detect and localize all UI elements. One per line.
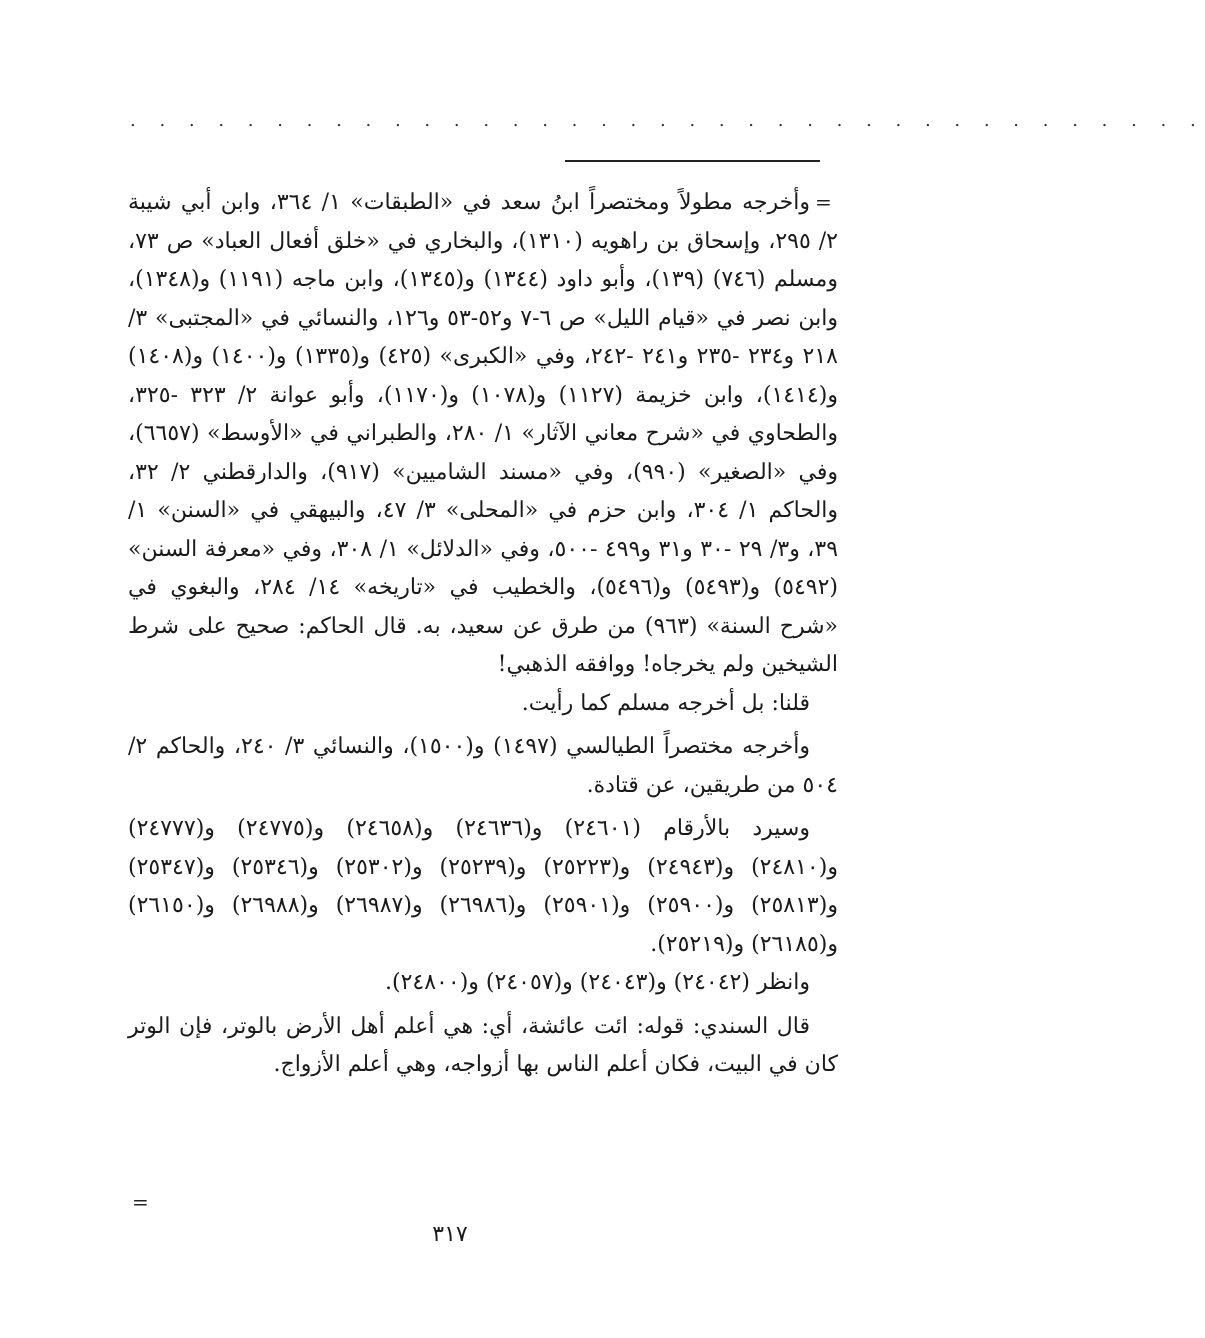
footnote-paragraph-qulna: قلنا: بل أخرجه مسلم كما رأيت.	[521, 690, 810, 716]
separator-dots: . . . . . . . . . . . . . . . . . . . . . . . . . . . . . . . . . . . . .	[130, 110, 1205, 131]
footnote-paragraph-sindi: قال السندي: قوله: ائت عائشة، أي: هي أعلم أهل الأرض بالوتر، فإن الوتر كان في البيت، فكان أعلم الناس بها أزواجه، وهي أعلم الأزواج.	[128, 1013, 838, 1077]
footnotes-block	[128, 184, 838, 1085]
footnote-paragraph-see-also: وانظر (٢٤٠٤٢) و(٢٤٠٤٣) و(٢٤٠٥٧) و(٢٤٨٠٠).	[385, 970, 810, 995]
footnote-paragraph-numbers: وسيرد بالأرقام (٢٤٦٠١) و(٢٤٦٣٦) و(٢٤٦٥٨) و(٢٤٧٧٥) و(٢٤٧٧٧) و(٢٤٨١٠) و(٢٤٩٤٣) و(٢٥٢٢٣) و(٢٥٢٣٩) و(٢٥٣٠٢) و(٢٥٣٤٦) و(٢٥٣٤٧) و(٢٥٨١٣) و(٢٥٩٠٠) و(٢٥٩٠١) و(٢٦٩٨٦) و(٢٦٩٨٧) و(٢٦٩٨٨) و(٢٦١٥٠) و(٢٦١٨٥) و(٢٥٢١٩).	[128, 816, 838, 957]
continuation-mark-top: =	[815, 190, 832, 214]
footnote-paragraph-tayalisi: وأخرجه مختصراً الطيالسي (١٤٩٧) و(١٥٠٠)، والنسائي ٣/ ٢٤٠، والحاكم ٢/ ٥٠٤ من طريقين، عن قتادة.	[128, 734, 838, 798]
footnote-rule	[565, 160, 820, 162]
footnote-paragraph-takhrij: وأخرجه مطولاً ومختصراً ابنُ سعد في «الطبقات» ١/ ٣٦٤، وابن أبي شيبة ٢/ ٢٩٥، وإسحاق بن راهويه (١٣١٠)، والبخاري في «خلق أفعال العباد» ص ٧٣، ومسلم (٧٤٦) (١٣٩)، وأبو داود (١٣٤٤) و(١٣٤٥)، وابن ماجه (١١٩١) و(١٣٤٨)، وابن نصر في «قيام الليل» ص ٦-٧ و٥٢-٥٣ و١٢٦، والنسائي في «المجتبى» ٣/ ٢١٨ و٢٣٤ -٢٣٥ و٢٤١ -٢٤٢، وفي «الكبرى» (٤٢٥) و(١٣٣٥) و(١٤٠٠) و(١٤٠٨) و(١٤١٤)، وابن خزيمة (١١٢٧) و(١٠٧٨) و(١١٧٠)، وأبو عوانة ٢/ ٣٢٣ -٣٢٥، والطحاوي في «شرح معاني الآثار» ١/ ٢٨٠، والطبراني في «الأوسط» (٦٦٥٧)، وفي «الصغير» (٩٩٠)، وفي «مسند الشاميين» (٩١٧)، والدارقطني ٢/ ٣٢، والحاكم ١/ ٣٠٤، وابن حزم في «المحلى» ٣/ ٤٧، والبيهقي في «السنن» ١/ ٣٩، و٣/ ٢٩ -٣٠ و٣١ و٤٩٩ -٥٠٠، وفي «الدلائل» ١/ ٣٠٨، وفي «معرفة السنن» (٥٤٩٢) و(٥٤٩٣) و(٥٤٩٦)، والخطيب في «تاريخه» ١٤/ ٢٨٤، والبغوي في «شرح السنة» (٩٦٣) من طرق عن سعيد، به. قال الحاكم: صحيح على شرط الشيخين ولم يخرجاه! ووافقه الذهبي!	[128, 190, 839, 677]
continuation-mark-bottom: =	[132, 1190, 149, 1214]
page-number: ٣١٧	[432, 1222, 468, 1247]
